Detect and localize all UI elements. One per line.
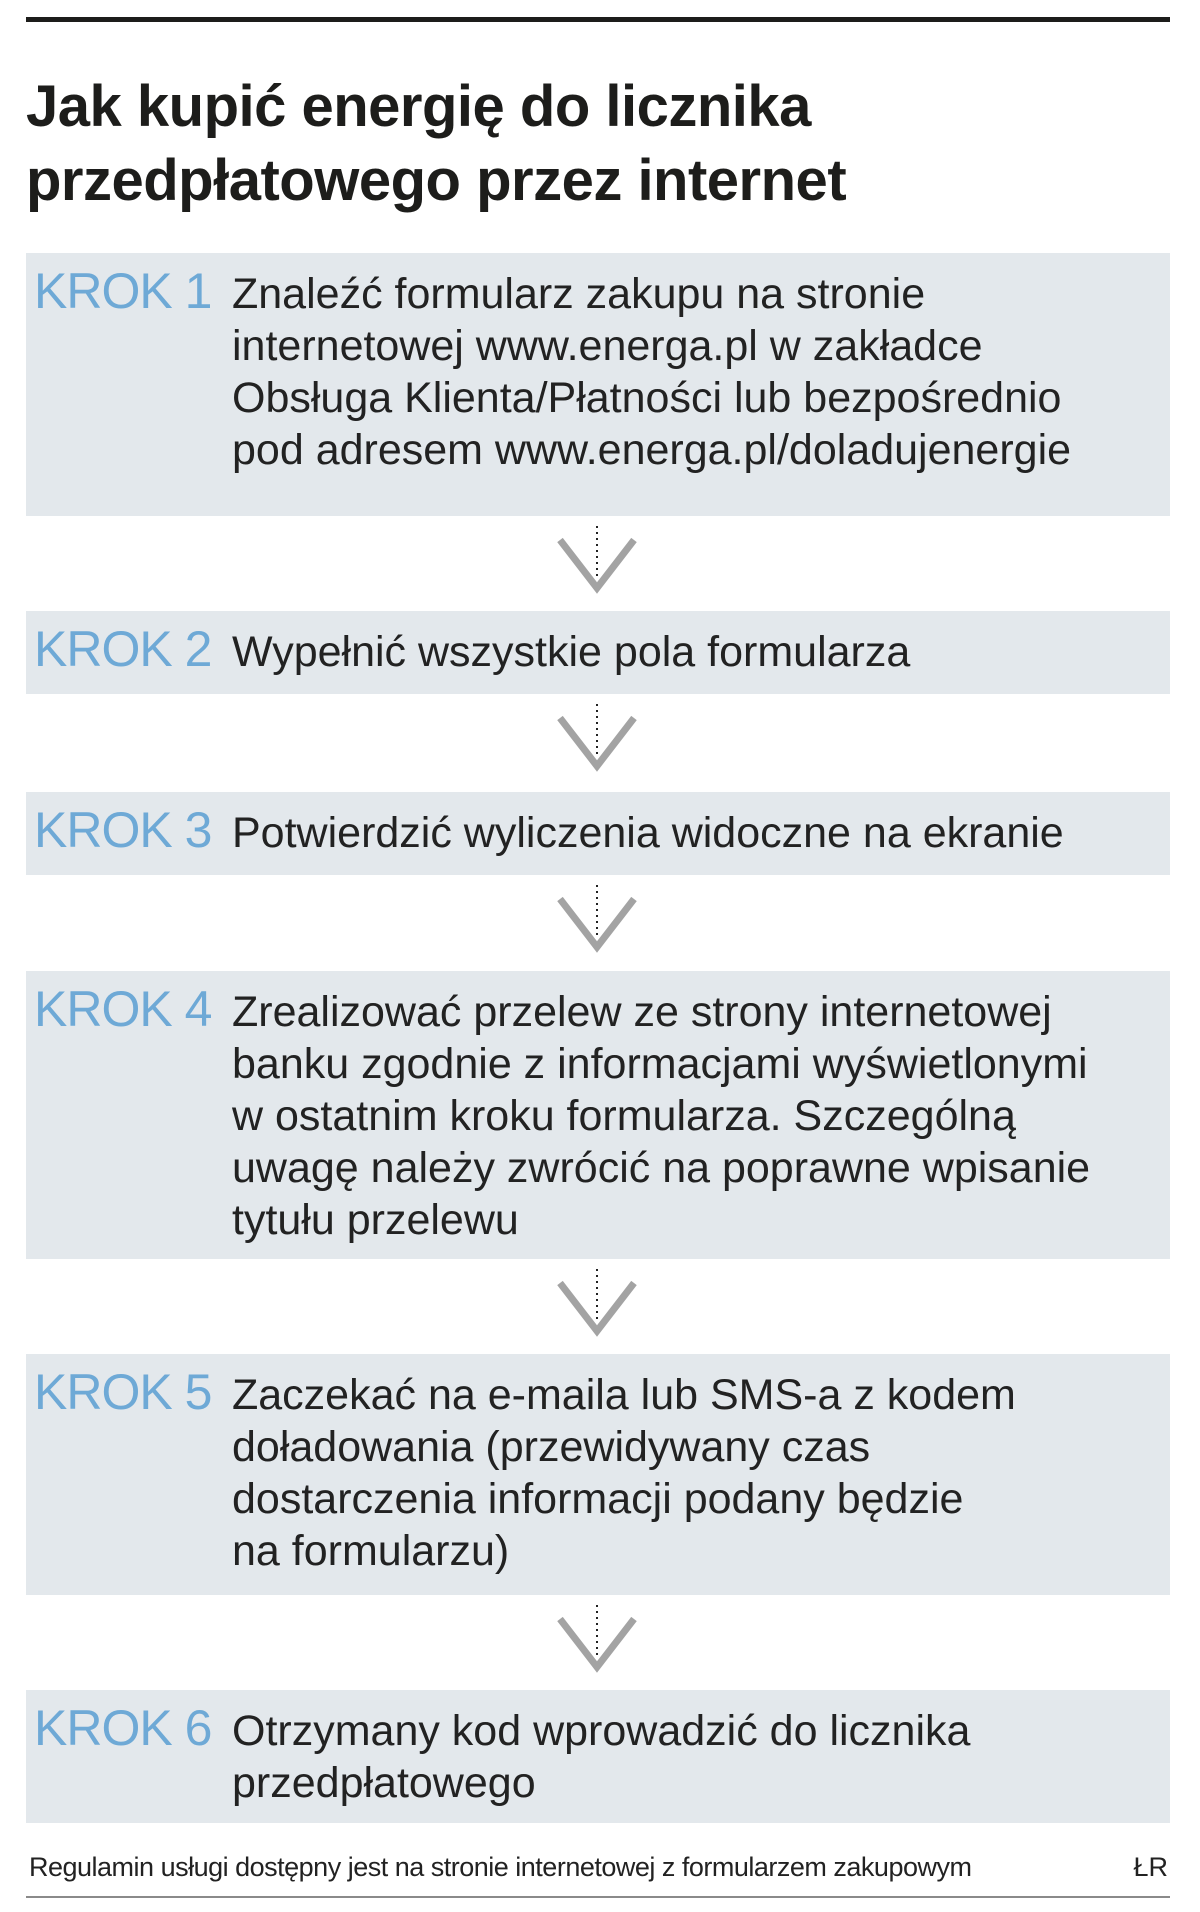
chevron-down-icon bbox=[557, 1259, 637, 1354]
step-5-box bbox=[26, 1354, 1170, 1595]
chevron-down-icon bbox=[557, 694, 637, 789]
chevron-down-icon bbox=[557, 1595, 637, 1690]
page-title: Jak kupić energię do licznika przedpłatowego przez internet bbox=[26, 74, 847, 213]
step-label: KROK 2 bbox=[34, 621, 212, 677]
step-6-box bbox=[26, 1690, 1170, 1823]
step-label: KROK 5 bbox=[34, 1364, 212, 1420]
step-text: Otrzymany kod wprowadzić do licznika przedpłatowego bbox=[232, 1707, 971, 1807]
step-text: Potwierdzić wyliczenia widoczne na ekranie bbox=[232, 809, 1064, 857]
step-text: Wypełnić wszystkie pola formularza bbox=[232, 628, 911, 676]
step-text: Zrealizować przelew ze strony internetowej banku zgodnie z informacjami wyświetlonymi w ostatnim kroku formularza. Szczególną uwagę należy zwrócić na poprawne wpisanie tytułu przelewu bbox=[232, 988, 1091, 1244]
chevron-down-icon bbox=[557, 516, 637, 611]
step-label: KROK 3 bbox=[34, 802, 212, 858]
step-label: KROK 4 bbox=[34, 981, 212, 1037]
step-2-box bbox=[26, 611, 1170, 694]
chevron-down-icon bbox=[557, 875, 637, 970]
step-4-box bbox=[26, 971, 1170, 1259]
top-rule bbox=[26, 17, 1170, 22]
step-3-box bbox=[26, 792, 1170, 875]
step-label: KROK 6 bbox=[34, 1700, 212, 1756]
footer-note: Regulamin usługi dostępny jest na stronie internetowej z formularzem zakupowym bbox=[29, 1852, 972, 1882]
step-text: Znaleźć formularz zakupu na stronie internetowej www.energa.pl w zakładce Obsługa Klienta/Płatności lub bezpośrednio pod adresem www.energa.pl/doladujenergie bbox=[232, 270, 1072, 474]
step-text: Zaczekać na e-maila lub SMS-a z kodem doładowania (przewidywany czas dostarczenia informacji podany będzie na formularzu) bbox=[232, 1371, 1016, 1575]
step-label: KROK 1 bbox=[34, 263, 212, 319]
footer-rule bbox=[26, 1896, 1170, 1898]
footer-credit: ŁR bbox=[1133, 1852, 1168, 1882]
step-1-box bbox=[26, 253, 1170, 516]
